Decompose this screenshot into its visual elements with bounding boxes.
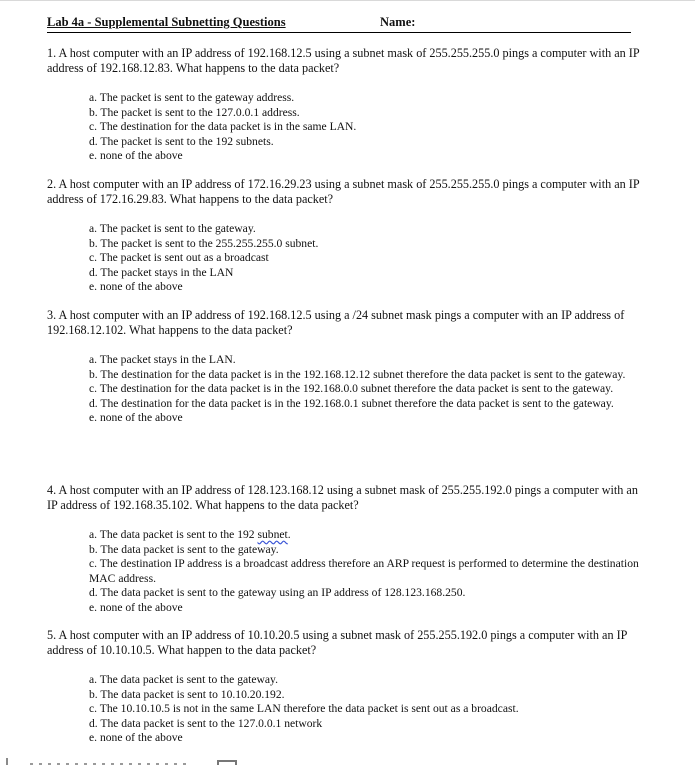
option-b: b. The packet is sent to the 127.0.0.1 address.	[89, 105, 300, 119]
option-b: b. The data packet is sent to 10.10.20.192.	[89, 687, 285, 701]
question-2-text: 2. A host computer with an IP address of 172.16.29.23 using a subnet mask of 255.255.255.0 pings a computer with an IP address of 172.16.29.83. What happens to the data packet?	[47, 177, 640, 206]
page-top-edge	[0, 0, 695, 1]
option-a: a. The packet stays in the LAN.	[89, 353, 236, 366]
question-1-options	[47, 91, 644, 164]
option-a: a. The packet is sent to the gateway.	[89, 222, 256, 235]
question-1-text: 1. A host computer with an IP address of 192.168.12.5 using a subnet mask of 255.255.255.0 pings a computer with an IP address of 192.168.12.83. What happens to the data packet?	[47, 46, 640, 75]
option-d: d. The packet is sent to the 192 subnets.	[89, 134, 274, 148]
option-d: d. The data packet is sent to the gateway using an IP address of 128.123.168.250.	[89, 586, 466, 600]
name-label: Name:	[380, 15, 416, 29]
question-2-options	[47, 222, 644, 295]
option-a: a. The data packet is sent to the gateway.	[89, 673, 278, 686]
question-4-text: 4. A host computer with an IP address of 128.123.168.12 using a subnet mask of 255.255.192.0 pings a computer with an IP address of 192.168.35.102. What happens to the data packet?	[47, 483, 638, 512]
option-d: d. The data packet is sent to the 127.0.0.1 network	[89, 716, 323, 730]
question-3	[47, 308, 647, 426]
option-a-suffix: .	[287, 528, 291, 541]
option-e: e. none of the above	[89, 149, 183, 163]
option-c: c. The destination for the data packet is in the same LAN.	[89, 120, 357, 134]
option-c: c. The destination for the data packet is in the 192.168.0.0 subnet therefore the data packet is sent to the gateway.	[89, 382, 614, 396]
option-c: c. The packet is sent out as a broadcast	[89, 251, 269, 265]
option-b: b. The data packet is sent to the gateway.	[89, 542, 279, 556]
option-c: c. The 10.10.10.5 is not in the same LAN therefore the data packet is sent out as a broadcast.	[89, 702, 519, 716]
page-edge-mark	[6, 758, 8, 765]
option-e: e. none of the above	[89, 411, 183, 425]
option-a: a. The packet is sent to the gateway address.	[89, 91, 295, 104]
option-a	[89, 528, 644, 543]
option-e: e. none of the above	[89, 600, 183, 614]
option-b: b. The packet is sent to the 255.255.255.0 subnet.	[89, 236, 319, 250]
cut-off-box	[217, 760, 237, 765]
question-1	[47, 46, 647, 164]
document-header	[47, 14, 631, 33]
next-page-edge	[0, 757, 695, 765]
question-4-options	[47, 528, 644, 616]
question-5-text: 5. A host computer with an IP address of 10.10.20.5 using a subnet mask of 255.255.192.0 pings a computer with an IP address of 10.10.10.5. What happen to the data packet?	[47, 628, 627, 657]
question-3-options	[47, 353, 644, 426]
spellcheck-flagged-word: subnet	[257, 528, 288, 541]
option-a-prefix: a. The data packet is sent to the 192	[89, 528, 258, 541]
option-b: b. The destination for the data packet is in the 192.168.12.12 subnet therefore the data packet is sent to the gateway.	[89, 367, 626, 381]
option-e: e. none of the above	[89, 731, 183, 745]
option-c: c. The destination IP address is a broadcast address therefore an ARP request is performed to determine the destination MAC address.	[89, 557, 639, 585]
question-2	[47, 177, 647, 295]
question-5-options	[47, 673, 644, 746]
lab-title: Lab 4a - Supplemental Subnetting Questions	[47, 15, 286, 29]
question-3-text: 3. A host computer with an IP address of 192.168.12.5 using a /24 subnet mask pings a computer with an IP address of 192.168.12.102. What happens to the data packet?	[47, 308, 625, 337]
question-4	[47, 483, 647, 616]
question-5	[47, 628, 647, 746]
option-e: e. none of the above	[89, 280, 183, 294]
option-d: d. The destination for the data packet is in the 192.168.0.1 subnet therefore the data packet is sent to the gateway.	[89, 396, 614, 410]
option-d: d. The packet stays in the LAN	[89, 265, 234, 279]
